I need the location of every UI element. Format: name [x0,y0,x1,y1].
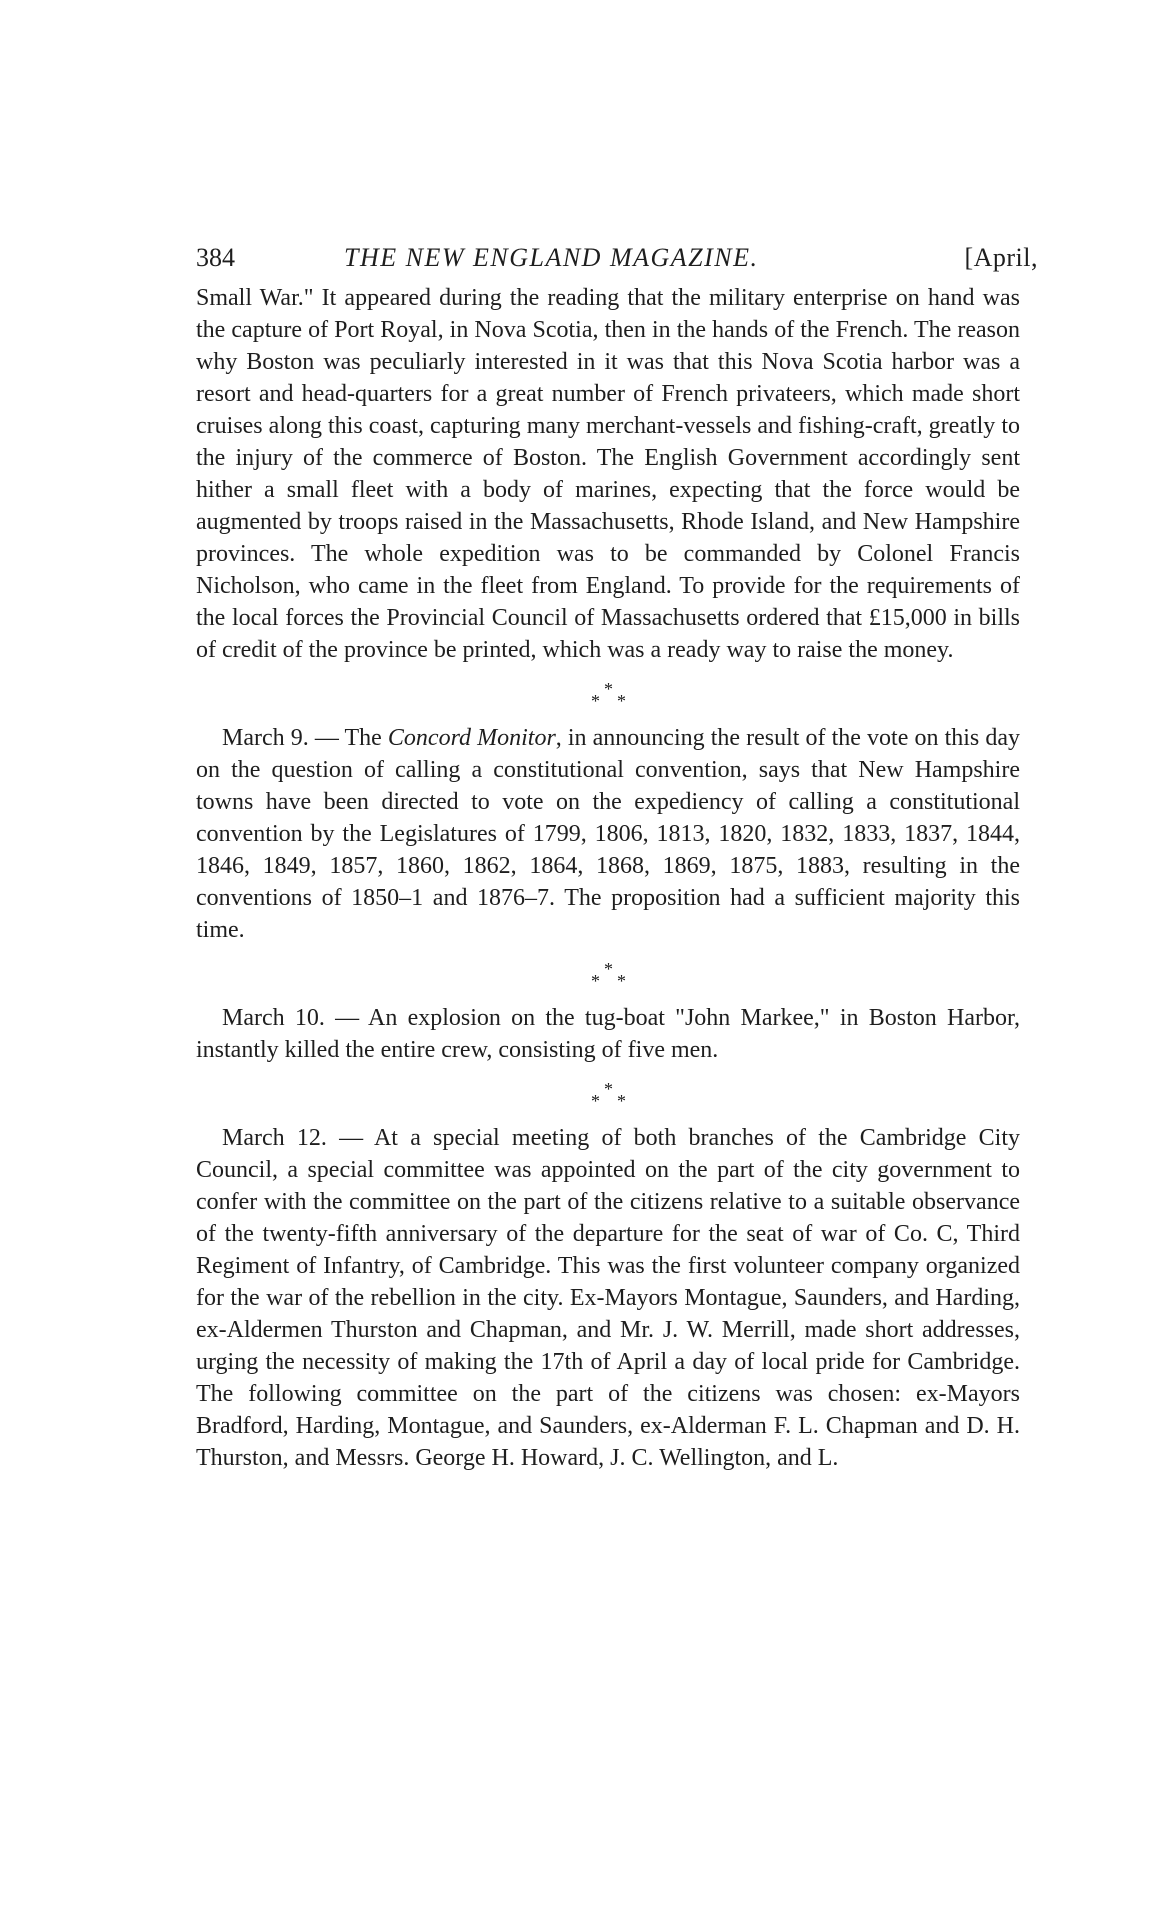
asterism-star: * [617,691,626,711]
asterism-star: * [617,971,626,991]
paragraph-port-royal: Small War." It appeared during the reading that the military enterprise on hand was the capture of Port Royal, in Nova Scotia, then in the hands of the French. The reason why Boston was peculiarly interested in it was that this Nova Scotia harbor was a resort and head-quarters for a great number of French privateers, which made short cruises along this coast, capturing many merchant-vessels and fishing-craft, greatly to the injury of the commerce of Boston. The English Government accordingly sent hither a small fleet with a body of marines, expecting that the force would be augmented by troops raised in the Massachusetts, Rhode Island, and New Hampshire provinces. The whole expedition was to be commanded by Colonel Francis Nicholson, who came in the fleet from England. To provide for the requirements of the local forces the Provincial Council of Massachusetts ordered that £15,000 in bills of credit of the province be printed, which was a ready way to raise the money. [196,285,1020,663]
asterism-star: * [617,1091,626,1111]
paragraph-march-12: March 12. — At a special meeting of both branches of the Cambridge City Council, a special committee was appointed on the part of the city government to confer with the committee on the part of the citizens relative to a suitable observance of the twenty-fifth anniversary of the departure for the seat of war of Co. C, Third Regiment of Infantry, of Cambridge. This was the first volunteer company organized for the war of the rebellion in the city. Ex-Mayors Montague, Saunders, and Harding, ex-Aldermen Thurston and Chapman, and Mr. J. W. Merrill, made short addresses, urging the necessity of making the 17th of April a day of local pride for Cambridge. The following committee on the part of the citizens was chosen: ex-Mayors Bradford, Harding, Montague, and Saunders, ex-Alderman F. L. Chapman and D. H. Thurston, and Messrs. George H. Howard, J. C. Wellington, and L. [196,1125,1020,1471]
page-number: 384 [196,243,235,272]
asterism-star: * [604,1079,613,1099]
asterism-divider [196,954,1020,996]
asterism-star: * [604,959,613,979]
newspaper-title: Concord Monitor [387,725,556,751]
asterism-star: * [591,691,600,711]
asterism-star: * [604,679,613,699]
paragraph-march-9 [196,722,1020,946]
running-title: THE NEW ENGLAND MAGAZINE. [344,243,759,272]
running-month: [April, [964,243,1038,272]
asterism-divider [196,674,1020,716]
asterism-divider [196,1074,1020,1116]
paragraph-march-10: March 10. — An explosion on the tug-boat "John Markee," in Boston Harbor, instantly killed the entire crew, consisting of five men. [196,1005,1020,1063]
page [196,238,1038,1474]
entry-body-text: , in announcing the result of the vote on this day on the question of calling a constitutional convention, says that New Hampshire towns have been directed to vote on the expediency of calling a constitutional convention by the Legislatures of 1799, 1806, 1813, 1820, 1832, 1833, 1837, 1844, 1846, 1849, 1857, 1860, 1862, 1864, 1868, 1869, 1875, 1883, resulting in the conventions of 1850–1 and 1876–7. The proposition had a sufficient majority this time. [196,725,1020,943]
entry-lead-text: March 9. — The [222,725,388,751]
asterism-star: * [591,1091,600,1111]
asterism-star: * [591,971,600,991]
running-head [196,238,1038,278]
